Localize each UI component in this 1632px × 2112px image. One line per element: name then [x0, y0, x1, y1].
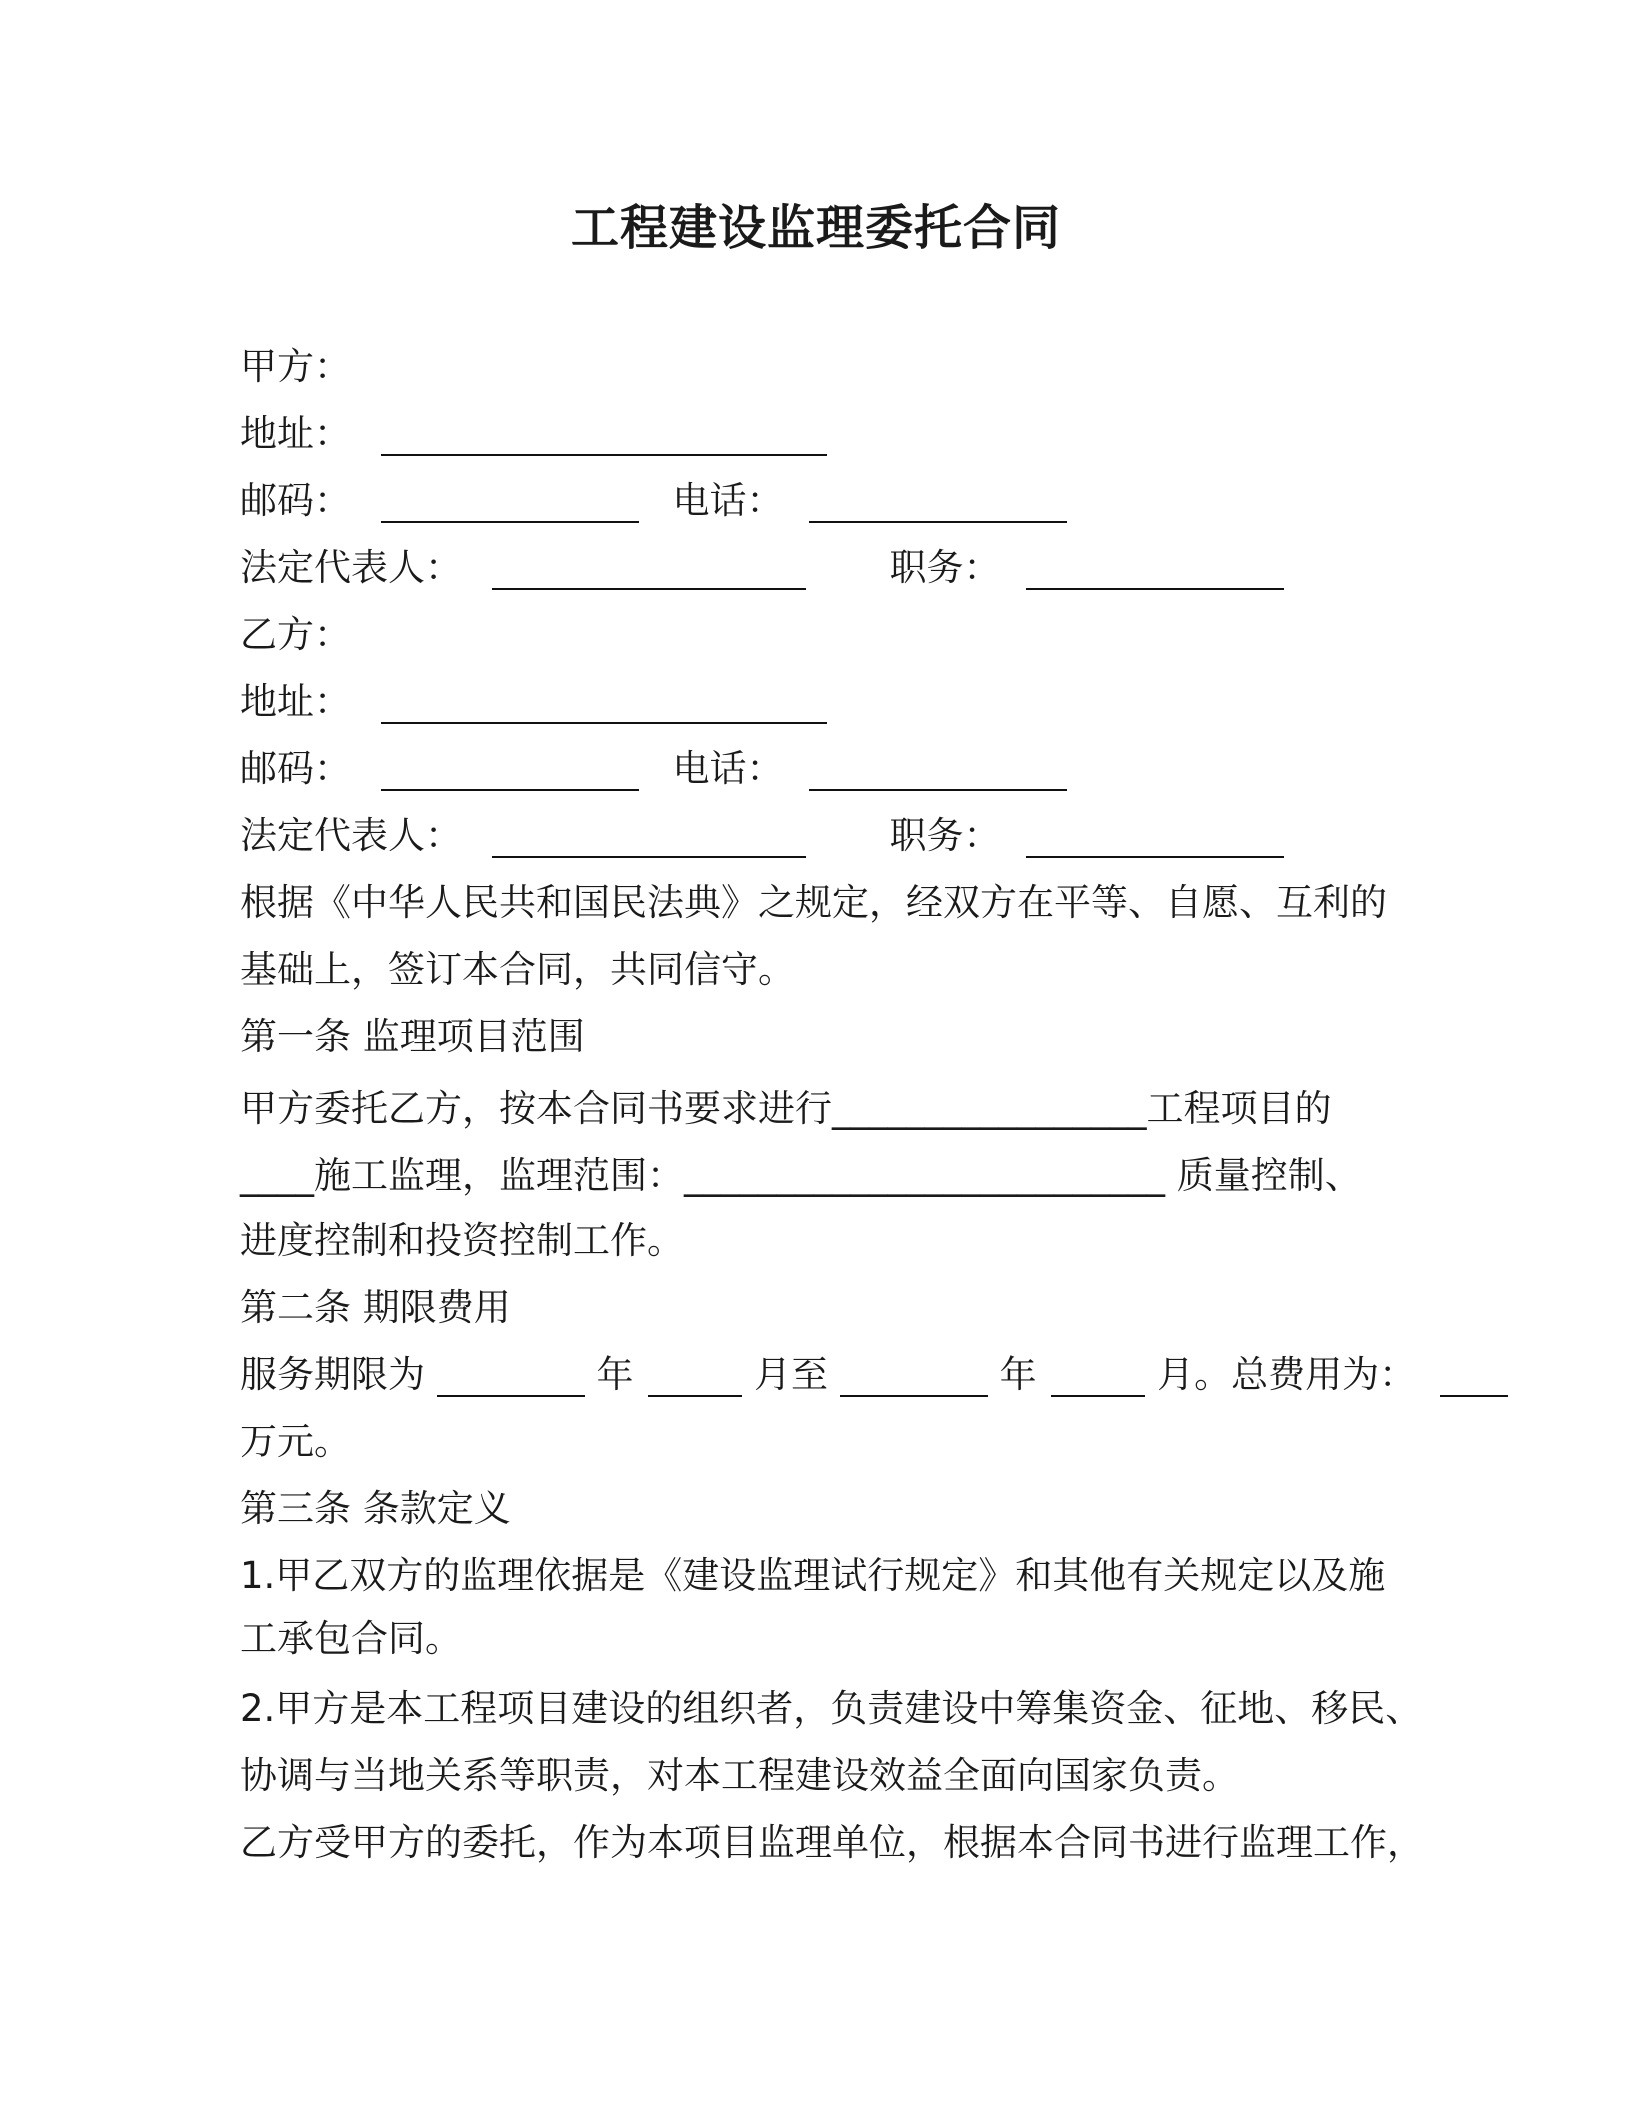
- party-b-address-label: 地址：: [240, 680, 351, 723]
- scope-blank[interactable]: __________________________: [684, 1154, 1165, 1197]
- party-a-postcode-label: 邮码：: [240, 479, 351, 522]
- start-year-field[interactable]: [437, 1347, 585, 1397]
- total-fee-label: 月。总费用为：: [1157, 1353, 1417, 1396]
- party-a-address-field[interactable]: [381, 406, 827, 456]
- article-1-line-1: [240, 1081, 1332, 1137]
- party-b-phone-label: 电话：: [672, 747, 784, 790]
- party-a-contact-line: [240, 473, 1067, 529]
- article-3-item-1-line-2: 工承包合同。: [240, 1617, 462, 1660]
- party-b-rep-line: [240, 808, 1284, 864]
- party-b-postcode-field[interactable]: [381, 741, 639, 791]
- preamble-line-1: 根据《中华人民共和国民法典》之规定，经双方在平等、自愿、互利的: [240, 881, 1387, 924]
- supervision-type-blank[interactable]: ____: [240, 1154, 314, 1197]
- article-1-line-3: 进度控制和投资控制工作。: [240, 1219, 684, 1262]
- end-month-field[interactable]: [1051, 1347, 1145, 1397]
- party-b-address-line: [240, 674, 827, 730]
- party-b-position-field[interactable]: [1026, 808, 1284, 858]
- party-a-phone-label: 电话：: [672, 479, 784, 522]
- article-1-text-a: 甲方委托乙方，按本合同书要求进行: [240, 1087, 832, 1130]
- start-month-field[interactable]: [648, 1347, 742, 1397]
- party-a-legal-rep-label: 法定代表人：: [240, 546, 462, 589]
- article-1-line-2: [240, 1148, 1362, 1204]
- party-b-address-field[interactable]: [381, 674, 827, 724]
- party-b-phone-field[interactable]: [809, 741, 1067, 791]
- party-b-contact-line: [240, 741, 1067, 797]
- party-a-address-line: [240, 406, 827, 462]
- article-2-heading: 第二条 期限费用: [240, 1286, 511, 1329]
- party-a-position-field[interactable]: [1026, 540, 1284, 590]
- article-1-heading: 第一条 监理项目范围: [240, 1015, 585, 1058]
- article-1-text-b: 工程项目的: [1146, 1087, 1332, 1130]
- preamble-line-2: 基础上，签订本合同，共同信守。: [240, 948, 795, 991]
- article-3-heading: 第三条 条款定义: [240, 1487, 511, 1530]
- party-a-phone-field[interactable]: [809, 473, 1067, 523]
- end-year-field[interactable]: [840, 1347, 988, 1397]
- party-a-postcode-field[interactable]: [381, 473, 639, 523]
- total-fee-field[interactable]: [1440, 1347, 1508, 1397]
- party-b-legal-rep-label: 法定代表人：: [240, 814, 462, 857]
- article-3-item-2-line-1: 2.甲方是本工程项目建设的组织者，负责建设中筹集资金、征地、移民、: [240, 1687, 1423, 1730]
- party-b-label: 乙方：: [240, 613, 351, 656]
- service-period-label: 服务期限为: [240, 1353, 425, 1396]
- article-2-line-1: [240, 1347, 1508, 1403]
- article-1-text-d: 质量控制、: [1165, 1154, 1362, 1197]
- year-label-1: 年: [596, 1353, 634, 1396]
- project-name-blank[interactable]: _________________: [832, 1087, 1147, 1130]
- contract-title: 工程建设监理委托合同: [570, 200, 1061, 256]
- party-a-position-label: 职务：: [889, 546, 1001, 589]
- article-2-line-2: 万元。: [240, 1420, 351, 1463]
- party-a-line: [240, 339, 351, 395]
- party-b-position-label: 职务：: [889, 814, 1001, 857]
- party-b-postcode-label: 邮码：: [240, 747, 351, 790]
- article-3-item-2-line-2: 协调与当地关系等职责，对本工程建设效益全面向国家负责。: [240, 1754, 1239, 1797]
- party-b-legal-rep-field[interactable]: [492, 808, 806, 858]
- article-3-item-1-line-1: 1.甲乙双方的监理依据是《建设监理试行规定》和其他有关规定以及施: [240, 1554, 1386, 1597]
- article-1-text-c: 施工监理，监理范围：: [314, 1154, 684, 1197]
- party-b-line: [240, 607, 351, 663]
- article-3-item-3-line-1: 乙方受甲方的委托，作为本项目监理单位，根据本合同书进行监理工作，: [240, 1821, 1424, 1864]
- month-to-label: 月至: [754, 1353, 829, 1396]
- party-a-label: 甲方：: [240, 345, 351, 388]
- party-a-rep-line: [240, 540, 1284, 596]
- year-label-2: 年: [999, 1353, 1037, 1396]
- party-a-legal-rep-field[interactable]: [492, 540, 806, 590]
- party-a-address-label: 地址：: [240, 412, 351, 455]
